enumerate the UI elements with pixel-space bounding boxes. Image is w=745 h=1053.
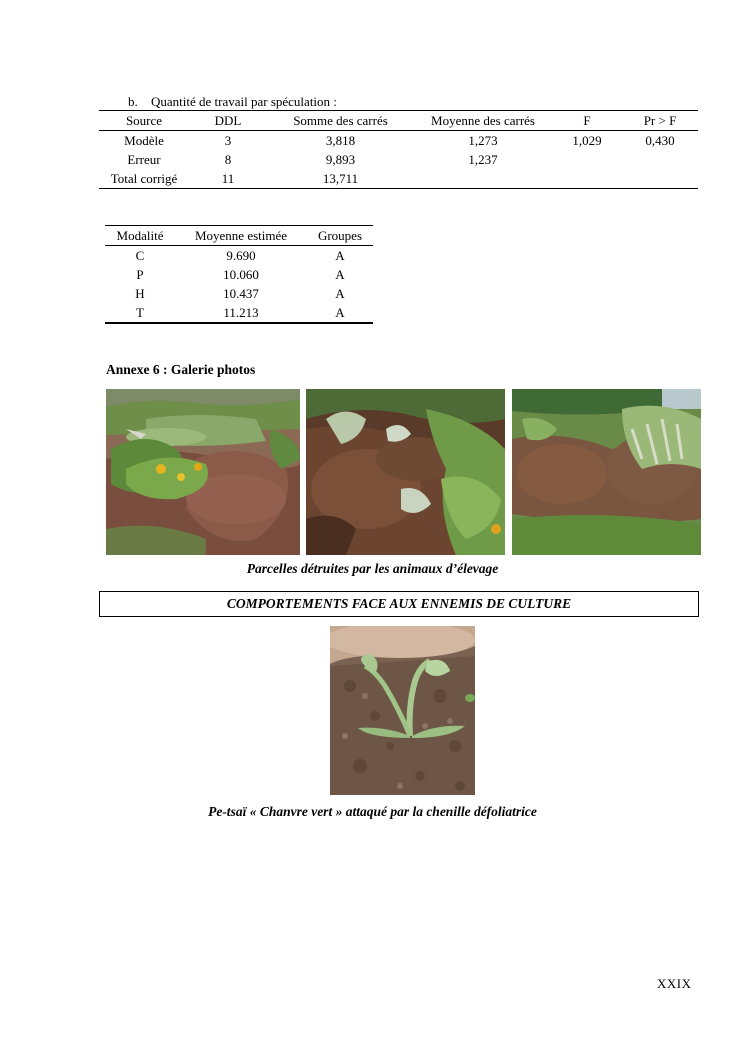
anova-header-cell: Moyenne des carrés (414, 111, 552, 131)
table-cell: 1,273 (468, 133, 498, 148)
table-cell: Total corrigé (110, 171, 178, 186)
table-cell: A (335, 305, 345, 320)
anova-header-row (99, 111, 698, 131)
table-cell: 0,430 (645, 133, 675, 148)
means-header-row (105, 226, 373, 246)
gallery-caption: Parcelles détruites par les animaux d’élevage (246, 561, 499, 576)
table-cell: 11 (221, 171, 235, 186)
table-cell (552, 169, 622, 189)
table-cell: P (136, 267, 144, 282)
table-cell (552, 150, 622, 169)
plant-caption: Pe-tsaï « Chanvre vert » attaqué par la chenille défoliatrice (208, 804, 537, 819)
section-title: Quantité de travail par spéculation : (151, 94, 337, 109)
table-cell: 3,818 (325, 133, 356, 148)
means-header-cell: Groupes (307, 226, 373, 246)
photo-destroyed-plot-1 (106, 389, 300, 555)
table-cell: T (136, 305, 144, 320)
photo-attacked-seedling (330, 626, 475, 795)
table-cell: A (335, 248, 345, 263)
section-banner: COMPORTEMENTS FACE AUX ENNEMIS DE CULTURE (99, 591, 699, 617)
table-cell: 11.213 (223, 305, 259, 320)
table-cell: 10.437 (223, 286, 259, 301)
table-cell: Erreur (127, 152, 161, 167)
table-row (105, 246, 373, 266)
section-heading (128, 94, 337, 110)
page-number: XXIX (657, 976, 692, 991)
table-cell: 9.690 (226, 248, 256, 263)
table-cell: 1,237 (468, 152, 498, 167)
photo-destroyed-plot-2 (306, 389, 505, 555)
anova-header-cell: Pr > F (622, 111, 698, 131)
table-cell: 3 (224, 133, 232, 148)
table-cell (622, 169, 698, 189)
table-cell (622, 150, 698, 169)
section-label: b. (128, 94, 138, 109)
anova-header-cell: F (552, 111, 622, 131)
table-row (105, 303, 373, 323)
table-cell: 9,893 (325, 152, 356, 167)
table-cell: A (335, 286, 345, 301)
anova-header-cell: Source (99, 111, 189, 131)
table-row (105, 265, 373, 284)
means-header-cell: Moyenne estimée (175, 226, 307, 246)
photo-destroyed-plot-3 (512, 389, 701, 555)
table-cell: A (335, 267, 345, 282)
means-header-cell: Modalité (105, 226, 175, 246)
table-cell: 10.060 (223, 267, 259, 282)
table-cell: 13,711 (322, 171, 359, 186)
table-cell: C (135, 248, 145, 263)
table-cell: Modèle (124, 133, 164, 148)
anova-table (99, 110, 698, 189)
table-cell (414, 169, 552, 189)
table-row (99, 169, 698, 189)
table-cell: H (135, 286, 145, 301)
table-row (99, 150, 698, 169)
anova-header-cell: Somme des carrés (267, 111, 414, 131)
table-row (105, 284, 373, 303)
table-cell: 1,029 (572, 133, 602, 148)
table-cell: 8 (224, 152, 232, 167)
means-table (105, 225, 373, 324)
anova-header-cell: DDL (189, 111, 267, 131)
annexe-title: Annexe 6 : Galerie photos (106, 362, 256, 377)
table-row (99, 131, 698, 151)
